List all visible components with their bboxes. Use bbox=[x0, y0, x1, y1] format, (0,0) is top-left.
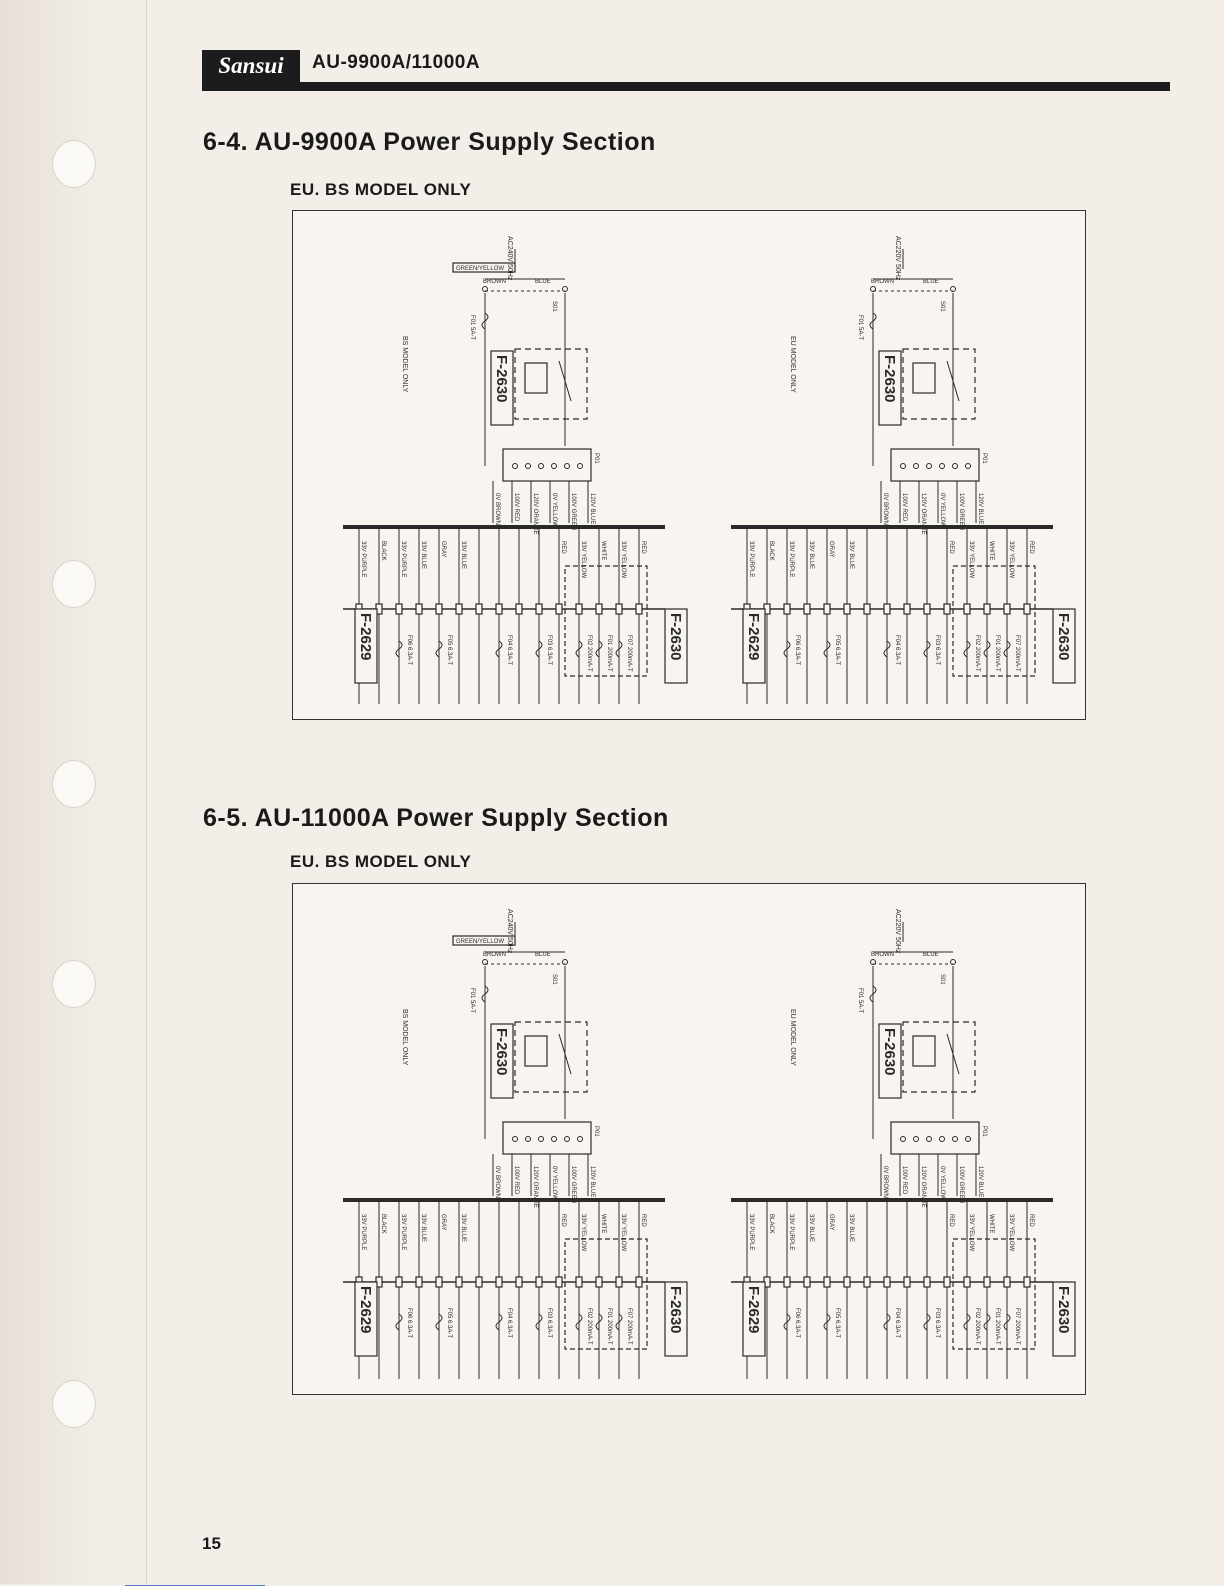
connector-pin bbox=[476, 604, 482, 614]
fuse-label: F05 6.3A-T bbox=[834, 635, 840, 666]
brown-wire-label: BROWN bbox=[871, 279, 894, 285]
connector-pin bbox=[456, 1277, 462, 1287]
connector-pin bbox=[496, 604, 502, 614]
fuse-label: F01 200mA-T bbox=[994, 1308, 1000, 1345]
model-note: EU MODEL ONLY bbox=[789, 336, 796, 393]
ac-input-label: AC220V 50Hz bbox=[894, 236, 901, 281]
primary-tap-label: 0V BROWN bbox=[494, 1166, 500, 1199]
header-rule bbox=[202, 82, 1170, 91]
board-label-right: F-2630 bbox=[667, 613, 684, 661]
ac-input-label: AC240V 50Hz bbox=[506, 236, 513, 281]
connector-pin bbox=[516, 1277, 522, 1287]
snubber-board bbox=[903, 1022, 975, 1092]
secondary-tap-label: WHITE bbox=[600, 1214, 606, 1234]
secondary-tap-label: 33V YELLOW bbox=[968, 1214, 974, 1252]
blue-wire-label: BLUE bbox=[535, 279, 551, 285]
board-label-left: F-2629 bbox=[357, 613, 374, 661]
model-note: EU MODEL ONLY bbox=[789, 1009, 796, 1066]
snubber-board bbox=[515, 1022, 587, 1092]
ac-input-label: AC240V 50Hz bbox=[506, 909, 513, 954]
secondary-tap-label: 33V BLUE bbox=[808, 1214, 814, 1243]
connector-pin bbox=[536, 1277, 542, 1287]
fuse-label: F07 200mA-T bbox=[626, 635, 632, 672]
secondary-tap-label: 33V BLUE bbox=[460, 541, 466, 570]
secondary-tap-label: 33V BLUE bbox=[848, 1214, 854, 1243]
mains-fuse-label: F01 5A-T bbox=[469, 988, 475, 1014]
connector-pin bbox=[964, 604, 970, 614]
fuse-label: F07 200mA-T bbox=[1014, 635, 1020, 672]
connector-pin bbox=[864, 604, 870, 614]
section-title: 6-5. AU-11000A Power Supply Section bbox=[203, 804, 669, 832]
plug-label: P01 bbox=[593, 1126, 599, 1137]
board-label-top: F-2630 bbox=[881, 355, 898, 403]
ground-label: GREEN/YELLOW bbox=[456, 266, 505, 272]
snubber-component bbox=[525, 1036, 547, 1066]
plug-pin bbox=[539, 464, 544, 469]
plug-pin bbox=[513, 1137, 518, 1142]
switch-label: S01 bbox=[939, 301, 945, 312]
connector-pin bbox=[456, 604, 462, 614]
secondary-tap-label: GRAY bbox=[828, 541, 834, 558]
primary-tap-label: 120V BLUE bbox=[977, 493, 983, 525]
fuse-label: F01 200mA-T bbox=[606, 1308, 612, 1345]
connector-pin bbox=[804, 604, 810, 614]
switch-label: S01 bbox=[551, 301, 557, 312]
model-header: AU-9900A/11000A bbox=[312, 52, 481, 73]
fuse-label: F04 6.3A-T bbox=[894, 1308, 900, 1339]
brand-logo: Sansui bbox=[202, 50, 300, 82]
plug-pin bbox=[552, 464, 557, 469]
primary-tap-label: 100V RED bbox=[513, 493, 519, 522]
plug-pin bbox=[940, 1137, 945, 1142]
connector-pin bbox=[804, 1277, 810, 1287]
secondary-tap-label: BLACK bbox=[380, 541, 386, 561]
fuse-label: F07 200mA-T bbox=[626, 1308, 632, 1345]
schematic-frame-9900a bbox=[292, 210, 1086, 720]
plug-pin bbox=[565, 1137, 570, 1142]
secondary-tap-label: 33V YELLOW bbox=[1008, 1214, 1014, 1252]
board-label-left: F-2629 bbox=[745, 613, 762, 661]
primary-tap-label: 100V GREEN bbox=[570, 493, 576, 531]
connector-pin bbox=[596, 1277, 602, 1287]
fuse-label: F06 6.3A-T bbox=[406, 1308, 412, 1339]
regulator-board bbox=[953, 566, 1035, 676]
connector-pin bbox=[784, 604, 790, 614]
board-label-top: F-2630 bbox=[493, 1028, 510, 1076]
plug-label: P01 bbox=[981, 1126, 987, 1137]
secondary-tap-label: BLACK bbox=[380, 1214, 386, 1234]
connector-pin bbox=[924, 604, 930, 614]
secondary-tap-label: BLACK bbox=[768, 1214, 774, 1234]
fuse-label: F03 6.3A-T bbox=[546, 1308, 552, 1339]
secondary-tap-label: RED bbox=[560, 541, 566, 554]
snubber-component bbox=[913, 363, 935, 393]
primary-tap-label: 120V ORANGE bbox=[532, 493, 538, 535]
secondary-tap-label: WHITE bbox=[988, 1214, 994, 1234]
secondary-tap-label: 33V PURPLE bbox=[788, 541, 794, 578]
plug-pin bbox=[578, 1137, 583, 1142]
board-label-right: F-2630 bbox=[1055, 613, 1072, 661]
model-note: BS MODEL ONLY bbox=[401, 336, 408, 393]
primary-tap-label: 0V YELLOW bbox=[939, 1166, 945, 1200]
secondary-tap-label: BLACK bbox=[768, 541, 774, 561]
secondary-tap-label: GRAY bbox=[440, 541, 446, 558]
primary-tap-label: 0V BROWN bbox=[494, 493, 500, 526]
section-subtitle: EU. BS MODEL ONLY bbox=[290, 180, 472, 199]
plug-pin bbox=[513, 464, 518, 469]
secondary-tap-label: 33V YELLOW bbox=[620, 1214, 626, 1252]
regulator-board bbox=[953, 1239, 1035, 1349]
board-label-right: F-2630 bbox=[1055, 1286, 1072, 1334]
connector-pin bbox=[864, 1277, 870, 1287]
fuse-label: F06 6.3A-T bbox=[794, 635, 800, 666]
fuse-label: F04 6.3A-T bbox=[506, 1308, 512, 1339]
secondary-tap-label: 33V PURPLE bbox=[400, 541, 406, 578]
mains-fuse-label: F01 5A-T bbox=[469, 315, 475, 341]
snubber-board bbox=[515, 349, 587, 419]
connector-pin bbox=[1024, 1277, 1030, 1287]
connector-pin bbox=[616, 604, 622, 614]
ac-input-label: AC220V 50Hz bbox=[894, 909, 901, 954]
primary-tap-label: 120V BLUE bbox=[589, 1166, 595, 1198]
connector-pin bbox=[396, 1277, 402, 1287]
snubber-component bbox=[913, 1036, 935, 1066]
plug-pin bbox=[914, 464, 919, 469]
secondary-tap-label: RED bbox=[640, 1214, 646, 1227]
connector-pin bbox=[416, 1277, 422, 1287]
secondary-tap-label: GRAY bbox=[828, 1214, 834, 1231]
regulator-board bbox=[565, 566, 647, 676]
fuse-label: F01 200mA-T bbox=[994, 635, 1000, 672]
connector-pin bbox=[964, 1277, 970, 1287]
connector-pin bbox=[944, 1277, 950, 1287]
connector-pin bbox=[844, 604, 850, 614]
connector-pin bbox=[416, 604, 422, 614]
fuse-label: F06 6.3A-T bbox=[406, 635, 412, 666]
ground-label: GREEN/YELLOW bbox=[456, 939, 505, 945]
board-label-left: F-2629 bbox=[357, 1286, 374, 1334]
plug-pin bbox=[914, 1137, 919, 1142]
connector-pin bbox=[1024, 604, 1030, 614]
connector-pin bbox=[596, 604, 602, 614]
primary-tap-label: 100V RED bbox=[901, 1166, 907, 1195]
fuse-label: F05 6.3A-T bbox=[834, 1308, 840, 1339]
mains-fuse-label: F01 5A-T bbox=[857, 988, 863, 1014]
connector-pin bbox=[396, 604, 402, 614]
plug-pin bbox=[927, 1137, 932, 1142]
secondary-tap-label: WHITE bbox=[988, 541, 994, 561]
plug-pin bbox=[539, 1137, 544, 1142]
secondary-tap-label: 33V PURPLE bbox=[400, 1214, 406, 1251]
mains-fuse-label: F01 5A-T bbox=[857, 315, 863, 341]
plug-pin bbox=[966, 1137, 971, 1142]
fuse-label: F04 6.3A-T bbox=[506, 635, 512, 666]
secondary-tap-label: 33V PURPLE bbox=[788, 1214, 794, 1251]
plug-pin bbox=[940, 464, 945, 469]
binder-hole bbox=[52, 960, 96, 1008]
primary-tap-label: 120V BLUE bbox=[589, 493, 595, 525]
primary-tap-label: 0V BROWN bbox=[882, 493, 888, 526]
connector-pin bbox=[556, 604, 562, 614]
fuse-label: F02 200mA-T bbox=[974, 1308, 980, 1345]
connector-pin bbox=[576, 604, 582, 614]
connector-pin bbox=[844, 1277, 850, 1287]
primary-tap-label: 0V BROWN bbox=[882, 1166, 888, 1199]
schematic-11000a bbox=[293, 884, 1085, 1394]
board-label-top: F-2630 bbox=[493, 355, 510, 403]
connector-pin bbox=[904, 604, 910, 614]
primary-tap-label: 0V YELLOW bbox=[939, 493, 945, 527]
primary-tap-label: 120V ORANGE bbox=[920, 1166, 926, 1208]
primary-tap-label: 100V GREEN bbox=[958, 1166, 964, 1204]
fuse-label: F01 200mA-T bbox=[606, 635, 612, 672]
brown-wire-label: BROWN bbox=[483, 279, 506, 285]
fuse-label: F06 6.3A-T bbox=[794, 1308, 800, 1339]
primary-tap-label: 120V ORANGE bbox=[532, 1166, 538, 1208]
connector-pin bbox=[536, 604, 542, 614]
connector-pin bbox=[496, 1277, 502, 1287]
connector-pin bbox=[516, 604, 522, 614]
connector-pin bbox=[476, 1277, 482, 1287]
plug-pin bbox=[526, 464, 531, 469]
secondary-tap-label: RED bbox=[640, 541, 646, 554]
secondary-tap-label: RED bbox=[948, 1214, 954, 1227]
secondary-tap-label: 33V PURPLE bbox=[360, 541, 366, 578]
connector-pin bbox=[576, 1277, 582, 1287]
fuse-label: F04 6.3A-T bbox=[894, 635, 900, 666]
board-label-top: F-2630 bbox=[881, 1028, 898, 1076]
secondary-tap-label: 33V YELLOW bbox=[580, 1214, 586, 1252]
secondary-tap-label: 33V BLUE bbox=[808, 541, 814, 570]
connector-pin bbox=[1004, 604, 1010, 614]
fuse-label: F02 200mA-T bbox=[586, 635, 592, 672]
plug-pin bbox=[901, 464, 906, 469]
primary-tap-label: 100V RED bbox=[901, 493, 907, 522]
secondary-tap-label: 33V PURPLE bbox=[360, 1214, 366, 1251]
secondary-tap-label: GRAY bbox=[440, 1214, 446, 1231]
plug-pin bbox=[552, 1137, 557, 1142]
primary-tap-label: 120V ORANGE bbox=[920, 493, 926, 535]
fuse-label: F05 6.3A-T bbox=[446, 635, 452, 666]
primary-tap-label: 100V GREEN bbox=[958, 493, 964, 531]
fuse-label: F03 6.3A-T bbox=[934, 1308, 940, 1339]
plug-pin bbox=[578, 464, 583, 469]
connector-pin bbox=[944, 604, 950, 614]
primary-tap-label: 120V BLUE bbox=[977, 1166, 983, 1198]
plug-label: P01 bbox=[593, 453, 599, 464]
switch-label: S01 bbox=[551, 974, 557, 985]
secondary-tap-label: 33V BLUE bbox=[460, 1214, 466, 1243]
connector-pin bbox=[436, 604, 442, 614]
plug-pin bbox=[953, 1137, 958, 1142]
brown-wire-label: BROWN bbox=[871, 952, 894, 958]
fuse-label: F03 6.3A-T bbox=[934, 635, 940, 666]
connector-pin bbox=[984, 1277, 990, 1287]
regulator-board bbox=[565, 1239, 647, 1349]
model-note: BS MODEL ONLY bbox=[401, 1009, 408, 1066]
secondary-tap-label: WHITE bbox=[600, 541, 606, 561]
binder-hole bbox=[52, 140, 96, 188]
secondary-tap-label: 33V YELLOW bbox=[968, 541, 974, 579]
connector-pin bbox=[884, 1277, 890, 1287]
primary-tap-label: 100V RED bbox=[513, 1166, 519, 1195]
connector-pin bbox=[884, 604, 890, 614]
section-title: 6-4. AU-9900A Power Supply Section bbox=[203, 128, 656, 156]
connector-pin bbox=[436, 1277, 442, 1287]
secondary-tap-label: 33V PURPLE bbox=[748, 541, 754, 578]
snubber-component bbox=[525, 363, 547, 393]
secondary-tap-label: RED bbox=[1028, 541, 1034, 554]
primary-tap-label: 100V GREEN bbox=[570, 1166, 576, 1204]
plug-label: P01 bbox=[981, 453, 987, 464]
plug-pin bbox=[526, 1137, 531, 1142]
fuse-label: F02 200mA-T bbox=[586, 1308, 592, 1345]
brown-wire-label: BROWN bbox=[483, 952, 506, 958]
plug-pin bbox=[927, 464, 932, 469]
secondary-tap-label: 33V YELLOW bbox=[620, 541, 626, 579]
secondary-tap-label: 33V BLUE bbox=[848, 541, 854, 570]
snubber-board bbox=[903, 349, 975, 419]
blue-wire-label: BLUE bbox=[923, 952, 939, 958]
connector-pin bbox=[556, 1277, 562, 1287]
secondary-tap-label: 33V BLUE bbox=[420, 541, 426, 570]
secondary-tap-label: 33V YELLOW bbox=[580, 541, 586, 579]
primary-tap-label: 0V YELLOW bbox=[551, 493, 557, 527]
plug-pin bbox=[953, 464, 958, 469]
secondary-tap-label: 33V PURPLE bbox=[748, 1214, 754, 1251]
fuse-label: F03 6.3A-T bbox=[546, 635, 552, 666]
plug-pin bbox=[966, 464, 971, 469]
primary-tap-label: 0V YELLOW bbox=[551, 1166, 557, 1200]
connector-pin bbox=[636, 1277, 642, 1287]
switch-label: S01 bbox=[939, 974, 945, 985]
connector-pin bbox=[824, 1277, 830, 1287]
plug-pin bbox=[565, 464, 570, 469]
fuse-label: F05 6.3A-T bbox=[446, 1308, 452, 1339]
connector-pin bbox=[636, 604, 642, 614]
board-label-left: F-2629 bbox=[745, 1286, 762, 1334]
secondary-tap-label: RED bbox=[560, 1214, 566, 1227]
binder-hole bbox=[52, 560, 96, 608]
connector-pin bbox=[616, 1277, 622, 1287]
page-edge-line bbox=[146, 0, 147, 1584]
board-label-right: F-2630 bbox=[667, 1286, 684, 1334]
fuse-label: F07 200mA-T bbox=[1014, 1308, 1020, 1345]
blue-wire-label: BLUE bbox=[923, 279, 939, 285]
connector-pin bbox=[824, 604, 830, 614]
binder-hole bbox=[52, 1380, 96, 1428]
plug-pin bbox=[901, 1137, 906, 1142]
schematic-frame-11000a bbox=[292, 883, 1086, 1395]
page-number: 15 bbox=[202, 1534, 221, 1553]
secondary-tap-label: RED bbox=[948, 541, 954, 554]
schematic-9900a bbox=[293, 211, 1085, 719]
secondary-tap-label: 33V BLUE bbox=[420, 1214, 426, 1243]
connector-pin bbox=[1004, 1277, 1010, 1287]
connector-pin bbox=[784, 1277, 790, 1287]
connector-pin bbox=[904, 1277, 910, 1287]
binder-hole bbox=[52, 760, 96, 808]
secondary-tap-label: 33V YELLOW bbox=[1008, 541, 1014, 579]
connector-pin bbox=[924, 1277, 930, 1287]
fuse-label: F02 200mA-T bbox=[974, 635, 980, 672]
connector-pin bbox=[984, 604, 990, 614]
blue-wire-label: BLUE bbox=[535, 952, 551, 958]
secondary-tap-label: RED bbox=[1028, 1214, 1034, 1227]
section-subtitle: EU. BS MODEL ONLY bbox=[290, 852, 472, 871]
